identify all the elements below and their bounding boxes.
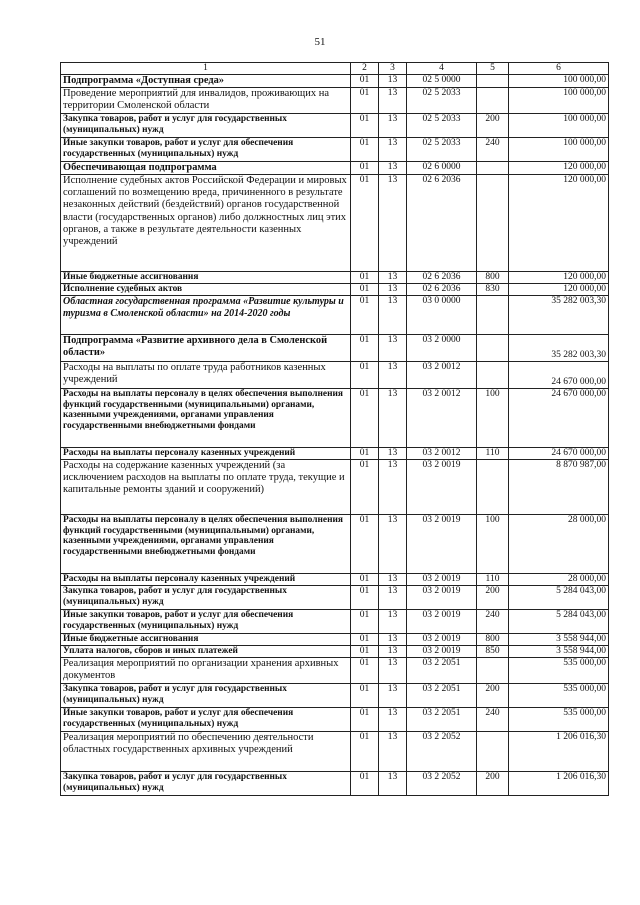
row-amount: 24 670 000,00 bbox=[509, 448, 609, 460]
row-target-article: 03 2 2052 bbox=[407, 772, 477, 796]
row-target-article: 03 2 0012 bbox=[407, 448, 477, 460]
row-amount: 28 000,00 bbox=[509, 515, 609, 574]
row-name: Закупка товаров, работ и услуг для государственных (муниципальных) нужд bbox=[61, 772, 351, 796]
table-row bbox=[61, 296, 609, 335]
row-section: 01 bbox=[351, 708, 379, 732]
row-name: Закупка товаров, работ и услуг для государственных (муниципальных) нужд bbox=[61, 114, 351, 138]
row-section: 01 bbox=[351, 284, 379, 296]
row-name: Иные закупки товаров, работ и услуг для обеспечения государственных (муниципальных) нужд bbox=[61, 138, 351, 162]
row-target-article: 03 2 2051 bbox=[407, 708, 477, 732]
column-header-2: 2 bbox=[351, 63, 379, 75]
row-subsection: 13 bbox=[379, 772, 407, 796]
row-amount: 24 670 000,00 bbox=[509, 389, 609, 448]
row-expense-type: 240 bbox=[477, 708, 509, 732]
row-section: 01 bbox=[351, 772, 379, 796]
row-target-article: 02 5 2033 bbox=[407, 88, 477, 114]
row-expense-type bbox=[477, 732, 509, 772]
table-row bbox=[61, 772, 609, 796]
table-row bbox=[61, 610, 609, 634]
row-subsection: 13 bbox=[379, 138, 407, 162]
row-name: Областная государственная программа «Развитие культуры и туризма в Смоленской области» на 2014-2020 годы bbox=[61, 296, 351, 335]
row-subsection: 13 bbox=[379, 658, 407, 684]
row-target-article: 03 2 2052 bbox=[407, 732, 477, 772]
row-section: 01 bbox=[351, 162, 379, 175]
table-row bbox=[61, 284, 609, 296]
row-target-article: 02 6 0000 bbox=[407, 162, 477, 175]
row-amount: 3 558 944,00 bbox=[509, 634, 609, 646]
row-subsection: 13 bbox=[379, 448, 407, 460]
row-amount: 120 000,00 bbox=[509, 272, 609, 284]
row-section: 01 bbox=[351, 634, 379, 646]
table-row bbox=[61, 708, 609, 732]
row-name: Иные бюджетные ассигнования bbox=[61, 272, 351, 284]
row-name: Исполнение судебных актов Российской Федерации и мировых соглашений по возмещению вреда, причиненного в результате незаконных действий (бездействий) органов государственной власти (государственных органов) либо должностных лиц этих органов, а также в результате деятельности казенных учреждений bbox=[61, 175, 351, 272]
row-expense-type: 850 bbox=[477, 646, 509, 658]
row-amount: 8 870 987,00 bbox=[509, 460, 609, 515]
table-row bbox=[61, 448, 609, 460]
row-name: Иные закупки товаров, работ и услуг для обеспечения государственных (муниципальных) нужд bbox=[61, 610, 351, 634]
row-name: Расходы на выплаты персоналу в целях обеспечения выполнения функций государственными (муниципальными) органами, казенными учреждениями, органами управления государственными внебюджетными фондами bbox=[61, 515, 351, 574]
row-amount: 535 000,00 bbox=[509, 684, 609, 708]
row-name: Уплата налогов, сборов и иных платежей bbox=[61, 646, 351, 658]
row-expense-type bbox=[477, 296, 509, 335]
row-name: Иные закупки товаров, работ и услуг для обеспечения государственных (муниципальных) нужд bbox=[61, 708, 351, 732]
row-amount: 35 282 003,30 bbox=[509, 296, 609, 335]
budget-table bbox=[60, 62, 609, 796]
table-row bbox=[61, 586, 609, 610]
row-amount: 535 000,00 bbox=[509, 708, 609, 732]
row-subsection: 13 bbox=[379, 162, 407, 175]
row-target-article: 03 2 0019 bbox=[407, 634, 477, 646]
row-target-article: 03 2 2051 bbox=[407, 684, 477, 708]
row-expense-type bbox=[477, 175, 509, 272]
row-section: 01 bbox=[351, 175, 379, 272]
row-amount: 28 000,00 bbox=[509, 574, 609, 586]
row-target-article: 03 2 2051 bbox=[407, 658, 477, 684]
row-amount: 24 670 000,00 bbox=[509, 362, 609, 389]
row-subsection: 13 bbox=[379, 460, 407, 515]
row-subsection: 13 bbox=[379, 634, 407, 646]
row-expense-type: 200 bbox=[477, 772, 509, 796]
row-section: 01 bbox=[351, 335, 379, 362]
row-target-article: 02 5 2033 bbox=[407, 138, 477, 162]
row-subsection: 13 bbox=[379, 732, 407, 772]
row-expense-type: 110 bbox=[477, 574, 509, 586]
row-target-article: 02 5 2033 bbox=[407, 114, 477, 138]
row-subsection: 13 bbox=[379, 610, 407, 634]
table-row bbox=[61, 175, 609, 272]
row-expense-type: 200 bbox=[477, 586, 509, 610]
row-section: 01 bbox=[351, 610, 379, 634]
row-expense-type: 830 bbox=[477, 284, 509, 296]
row-name: Обеспечивающая подпрограмма bbox=[61, 162, 351, 175]
row-section: 01 bbox=[351, 88, 379, 114]
table-row bbox=[61, 362, 609, 389]
row-subsection: 13 bbox=[379, 284, 407, 296]
row-name: Подпрограмма «Развитие архивного дела в Смоленской области» bbox=[61, 335, 351, 362]
table-row bbox=[61, 75, 609, 88]
row-expense-type: 800 bbox=[477, 634, 509, 646]
row-target-article: 03 2 0012 bbox=[407, 362, 477, 389]
row-amount: 3 558 944,00 bbox=[509, 646, 609, 658]
row-subsection: 13 bbox=[379, 684, 407, 708]
row-subsection: 13 bbox=[379, 515, 407, 574]
row-expense-type: 200 bbox=[477, 684, 509, 708]
row-name: Расходы на выплаты персоналу казенных учреждений bbox=[61, 574, 351, 586]
row-target-article: 03 2 0019 bbox=[407, 515, 477, 574]
column-header-6: 6 bbox=[509, 63, 609, 75]
row-name: Закупка товаров, работ и услуг для государственных (муниципальных) нужд bbox=[61, 684, 351, 708]
row-subsection: 13 bbox=[379, 272, 407, 284]
row-amount: 100 000,00 bbox=[509, 75, 609, 88]
row-amount: 100 000,00 bbox=[509, 114, 609, 138]
row-target-article: 03 2 0000 bbox=[407, 335, 477, 362]
row-target-article: 03 2 0019 bbox=[407, 460, 477, 515]
row-target-article: 03 2 0012 bbox=[407, 389, 477, 448]
column-header-3: 3 bbox=[379, 63, 407, 75]
row-target-article: 03 0 0000 bbox=[407, 296, 477, 335]
row-subsection: 13 bbox=[379, 88, 407, 114]
row-subsection: 13 bbox=[379, 175, 407, 272]
row-expense-type bbox=[477, 162, 509, 175]
row-subsection: 13 bbox=[379, 708, 407, 732]
table-row bbox=[61, 574, 609, 586]
row-subsection: 13 bbox=[379, 646, 407, 658]
row-target-article: 02 6 2036 bbox=[407, 272, 477, 284]
row-section: 01 bbox=[351, 138, 379, 162]
row-target-article: 02 6 2036 bbox=[407, 175, 477, 272]
column-header-5: 5 bbox=[477, 63, 509, 75]
row-section: 01 bbox=[351, 75, 379, 88]
row-expense-type: 100 bbox=[477, 515, 509, 574]
row-amount: 100 000,00 bbox=[509, 88, 609, 114]
row-expense-type bbox=[477, 88, 509, 114]
row-section: 01 bbox=[351, 114, 379, 138]
row-target-article: 02 5 0000 bbox=[407, 75, 477, 88]
row-expense-type bbox=[477, 335, 509, 362]
row-section: 01 bbox=[351, 515, 379, 574]
row-subsection: 13 bbox=[379, 586, 407, 610]
row-amount: 120 000,00 bbox=[509, 284, 609, 296]
table-row bbox=[61, 272, 609, 284]
row-section: 01 bbox=[351, 448, 379, 460]
row-expense-type bbox=[477, 362, 509, 389]
row-section: 01 bbox=[351, 389, 379, 448]
table-row bbox=[61, 138, 609, 162]
row-amount: 120 000,00 bbox=[509, 175, 609, 272]
row-section: 01 bbox=[351, 296, 379, 335]
table-row bbox=[61, 634, 609, 646]
row-expense-type: 110 bbox=[477, 448, 509, 460]
row-expense-type: 100 bbox=[477, 389, 509, 448]
table-header-row bbox=[61, 63, 609, 75]
column-header-1: 1 bbox=[61, 63, 351, 75]
row-section: 01 bbox=[351, 646, 379, 658]
row-name: Исполнение судебных актов bbox=[61, 284, 351, 296]
row-section: 01 bbox=[351, 272, 379, 284]
row-name: Расходы на содержание казенных учреждений (за исключением расходов на выплаты по оплате труда, текущие и капитальные ремонты зданий и сооружений) bbox=[61, 460, 351, 515]
row-subsection: 13 bbox=[379, 75, 407, 88]
row-subsection: 13 bbox=[379, 114, 407, 138]
table-row bbox=[61, 162, 609, 175]
row-target-article: 03 2 0019 bbox=[407, 646, 477, 658]
row-amount: 1 206 016,30 bbox=[509, 772, 609, 796]
table-row bbox=[61, 732, 609, 772]
row-amount: 100 000,00 bbox=[509, 138, 609, 162]
column-header-4: 4 bbox=[407, 63, 477, 75]
row-target-article: 02 6 2036 bbox=[407, 284, 477, 296]
table-body bbox=[61, 75, 609, 796]
row-expense-type bbox=[477, 658, 509, 684]
row-name: Подпрограмма «Доступная среда» bbox=[61, 75, 351, 88]
row-expense-type bbox=[477, 460, 509, 515]
row-amount: 5 284 043,00 bbox=[509, 610, 609, 634]
row-expense-type: 200 bbox=[477, 114, 509, 138]
table-row bbox=[61, 515, 609, 574]
row-subsection: 13 bbox=[379, 362, 407, 389]
row-target-article: 03 2 0019 bbox=[407, 586, 477, 610]
row-section: 01 bbox=[351, 574, 379, 586]
row-amount: 5 284 043,00 bbox=[509, 586, 609, 610]
row-section: 01 bbox=[351, 460, 379, 515]
row-name: Реализация мероприятий по обеспечению деятельности областных государственных архивных учреждений bbox=[61, 732, 351, 772]
row-expense-type bbox=[477, 75, 509, 88]
row-subsection: 13 bbox=[379, 296, 407, 335]
row-amount: 535 000,00 bbox=[509, 658, 609, 684]
table-row bbox=[61, 646, 609, 658]
row-name: Проведение мероприятий для инвалидов, проживающих на территории Смоленской области bbox=[61, 88, 351, 114]
table-row bbox=[61, 114, 609, 138]
row-expense-type: 800 bbox=[477, 272, 509, 284]
row-amount: 120 000,00 bbox=[509, 162, 609, 175]
row-section: 01 bbox=[351, 684, 379, 708]
row-name: Расходы на выплаты по оплате труда работников казенных учреждений bbox=[61, 362, 351, 389]
row-name: Реализация мероприятий по организации хранения архивных документов bbox=[61, 658, 351, 684]
table-row bbox=[61, 684, 609, 708]
table-row bbox=[61, 88, 609, 114]
table-row bbox=[61, 389, 609, 448]
row-expense-type: 240 bbox=[477, 138, 509, 162]
page-number: 51 bbox=[314, 36, 326, 48]
row-expense-type: 240 bbox=[477, 610, 509, 634]
row-target-article: 03 2 0019 bbox=[407, 574, 477, 586]
row-name: Расходы на выплаты персоналу казенных учреждений bbox=[61, 448, 351, 460]
row-subsection: 13 bbox=[379, 574, 407, 586]
row-name: Расходы на выплаты персоналу в целях обеспечения выполнения функций государственными (муниципальными) органами, казенными учреждениями, органами управления государственными внебюджетными фондами bbox=[61, 389, 351, 448]
row-name: Иные бюджетные ассигнования bbox=[61, 634, 351, 646]
row-section: 01 bbox=[351, 658, 379, 684]
row-subsection: 13 bbox=[379, 389, 407, 448]
row-section: 01 bbox=[351, 586, 379, 610]
table-row bbox=[61, 460, 609, 515]
table-row bbox=[61, 335, 609, 362]
row-subsection: 13 bbox=[379, 335, 407, 362]
table-row bbox=[61, 658, 609, 684]
row-amount: 35 282 003,30 bbox=[509, 335, 609, 362]
row-section: 01 bbox=[351, 732, 379, 772]
row-amount: 1 206 016,30 bbox=[509, 732, 609, 772]
row-name: Закупка товаров, работ и услуг для государственных (муниципальных) нужд bbox=[61, 586, 351, 610]
row-target-article: 03 2 0019 bbox=[407, 610, 477, 634]
row-section: 01 bbox=[351, 362, 379, 389]
